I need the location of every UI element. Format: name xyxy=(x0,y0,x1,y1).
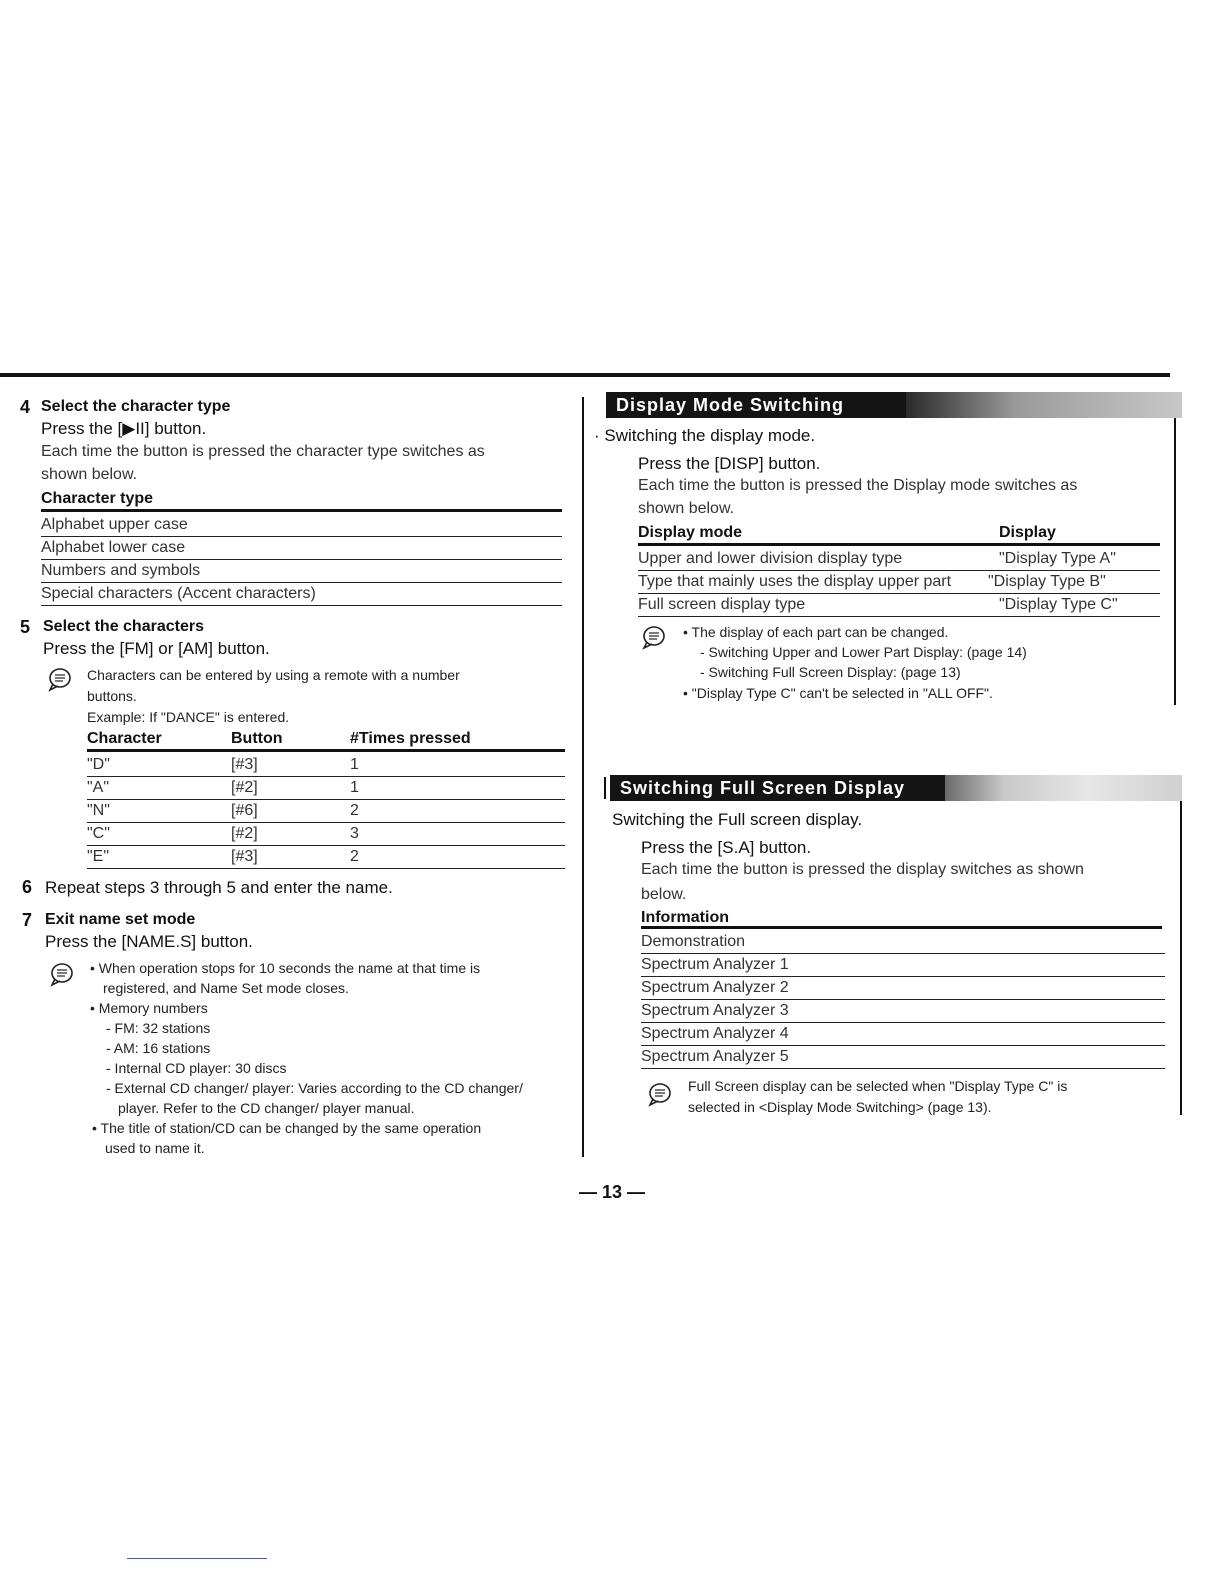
table-row: Spectrum Analyzer 5 xyxy=(641,1046,1165,1069)
banner-fade xyxy=(906,392,1182,418)
cell-button: [#3] xyxy=(231,756,258,773)
cell-times: 1 xyxy=(350,779,359,796)
step-4-instruction: Press the [▶II] button. xyxy=(41,419,207,438)
step-7-note-2: registered, and Name Set mode closes. xyxy=(103,980,349,996)
right-box-border-lower xyxy=(1180,775,1182,1115)
full-screen-banner xyxy=(610,775,1182,801)
banner-fade xyxy=(945,775,1182,801)
cell-button: [#2] xyxy=(231,779,258,796)
step-7-note-6: - Internal CD player: 30 discs xyxy=(106,1060,287,1076)
right-box-left-border xyxy=(604,777,606,799)
step-7-title: Exit name set mode xyxy=(45,911,196,928)
table-row: Spectrum Analyzer 2 xyxy=(641,977,1165,1000)
cell-mode: Type that mainly uses the display upper part xyxy=(638,573,952,590)
table-row xyxy=(87,800,565,823)
full-screen-banner-title: Switching Full Screen Display xyxy=(610,775,945,801)
step-7-note-8: player. Refer to the CD changer/ player manual. xyxy=(118,1100,415,1116)
cell-button: [#6] xyxy=(231,802,258,819)
table-row xyxy=(87,777,565,800)
step-5-instruction: Press the [FM] or [AM] button. xyxy=(43,639,270,658)
cell-display: "Display Type A" xyxy=(999,550,1116,567)
cell-times: 3 xyxy=(350,825,359,842)
step-4-number: 4 xyxy=(20,397,31,417)
information-table-header: Information xyxy=(641,909,1162,929)
display-mode-banner xyxy=(606,392,1182,418)
cell-mode: Upper and lower division display type xyxy=(638,550,903,567)
top-rule xyxy=(0,373,1170,377)
step-5-example: Example: If "DANCE" is entered. xyxy=(87,709,290,725)
full-screen-instruction: Press the [S.A] button. xyxy=(641,838,812,857)
note-icon xyxy=(648,1082,672,1108)
step-4-body-line2: shown below. xyxy=(41,466,138,483)
step-6-text: Repeat steps 3 through 5 and enter the name. xyxy=(45,878,393,897)
display-mode-body-line1: Each time the button is pressed the Display mode switches as xyxy=(638,477,1078,494)
note-icon xyxy=(50,962,74,988)
step-5-note-line2: buttons. xyxy=(87,688,137,704)
cell-times: 2 xyxy=(350,802,359,819)
cell-times: 1 xyxy=(350,756,359,773)
step-5-note-line1: Characters can be entered by using a remote with a number xyxy=(87,667,460,683)
display-mode-body-line2: shown below. xyxy=(638,500,735,517)
table-row xyxy=(87,846,565,869)
full-screen-body-line1: Each time the button is pressed the display switches as shown xyxy=(641,861,1084,878)
header-character: Character xyxy=(87,730,162,747)
cell-character: "N" xyxy=(87,802,110,819)
note-icon xyxy=(48,667,72,693)
table-row: Spectrum Analyzer 4 xyxy=(641,1023,1165,1046)
table-row xyxy=(638,548,1160,571)
step-7-number: 7 xyxy=(22,910,33,930)
display-mode-note-2: - Switching Upper and Lower Part Display: (page 14) xyxy=(700,644,1027,660)
table-row: Numbers and symbols xyxy=(41,560,562,583)
table-row xyxy=(87,754,565,777)
character-type-header: Character type xyxy=(41,490,562,512)
step-6-number: 6 xyxy=(22,877,33,897)
table-row: Alphabet upper case xyxy=(41,514,562,537)
cell-button: [#2] xyxy=(231,825,258,842)
dance-table-header xyxy=(87,730,565,752)
cell-character: "A" xyxy=(87,779,110,796)
table-row xyxy=(87,823,565,846)
display-mode-instruction: Press the [DISP] button. xyxy=(638,454,821,473)
header-times-pressed: #Times pressed xyxy=(350,730,471,747)
header-button: Button xyxy=(231,730,283,747)
display-mode-intro: · Switching the display mode. xyxy=(594,426,816,445)
table-row xyxy=(638,594,1160,617)
footer-blue-line xyxy=(127,1558,267,1559)
display-mode-banner-title: Display Mode Switching xyxy=(606,392,906,418)
table-row: Demonstration xyxy=(641,931,1165,954)
table-row: Alphabet lower case xyxy=(41,537,562,560)
display-mode-table-header xyxy=(638,524,1160,546)
page-number: — 13 — xyxy=(578,1182,646,1202)
cell-character: "D" xyxy=(87,756,110,773)
step-7-note-3: • Memory numbers xyxy=(90,1000,208,1016)
step-7-note-4: - FM: 32 stations xyxy=(106,1020,211,1036)
character-type-table xyxy=(41,514,562,606)
step-5-title: Select the characters xyxy=(43,618,204,635)
step-7-note-5: - AM: 16 stations xyxy=(106,1040,211,1056)
display-mode-intro-text: Switching the display mode. xyxy=(604,426,816,445)
cell-character: "E" xyxy=(87,848,110,865)
cell-mode: Full screen display type xyxy=(638,596,806,613)
step-4-body-line1: Each time the button is pressed the character type switches as xyxy=(41,443,485,460)
table-row: Special characters (Accent characters) xyxy=(41,583,562,606)
step-7-note-10: used to name it. xyxy=(105,1140,205,1156)
cell-times: 2 xyxy=(350,848,359,865)
table-row xyxy=(638,571,1160,594)
display-mode-note-3: - Switching Full Screen Display: (page 13) xyxy=(700,664,961,680)
step-7-note-1: • When operation stops for 10 seconds the name at that time is xyxy=(90,960,481,976)
dance-table xyxy=(87,754,565,869)
step-7-note-7: - External CD changer/ player: Varies according to the CD changer/ xyxy=(106,1080,523,1096)
column-divider xyxy=(582,397,584,1157)
display-mode-note-4: • "Display Type C" can't be selected in "ALL OFF". xyxy=(683,685,993,701)
cell-character: "C" xyxy=(87,825,110,842)
table-row: Spectrum Analyzer 1 xyxy=(641,954,1165,977)
full-screen-intro: Switching the Full screen display. xyxy=(612,810,863,829)
display-mode-note-1: • The display of each part can be changed. xyxy=(683,624,949,640)
cell-display: "Display Type B" xyxy=(988,573,1106,590)
full-screen-note-line1: Full Screen display can be selected when "Display Type C" is xyxy=(688,1078,1068,1094)
note-icon xyxy=(642,625,666,651)
header-display-mode: Display mode xyxy=(638,524,743,541)
header-display: Display xyxy=(999,524,1056,541)
cell-display: "Display Type C" xyxy=(999,596,1118,613)
step-4-title: Select the character type xyxy=(41,398,231,415)
step-7-note-9: • The title of station/CD can be changed by the same operation xyxy=(92,1120,482,1136)
cell-button: [#3] xyxy=(231,848,258,865)
full-screen-note-line2: selected in <Display Mode Switching> (page 13). xyxy=(688,1099,992,1115)
right-box-border-upper xyxy=(1174,395,1176,705)
step-5-number: 5 xyxy=(20,617,31,637)
full-screen-body-line2: below. xyxy=(641,886,687,903)
information-table xyxy=(641,931,1165,1069)
display-mode-table xyxy=(638,548,1160,617)
table-row: Spectrum Analyzer 3 xyxy=(641,1000,1165,1023)
step-7-instruction: Press the [NAME.S] button. xyxy=(45,932,253,951)
